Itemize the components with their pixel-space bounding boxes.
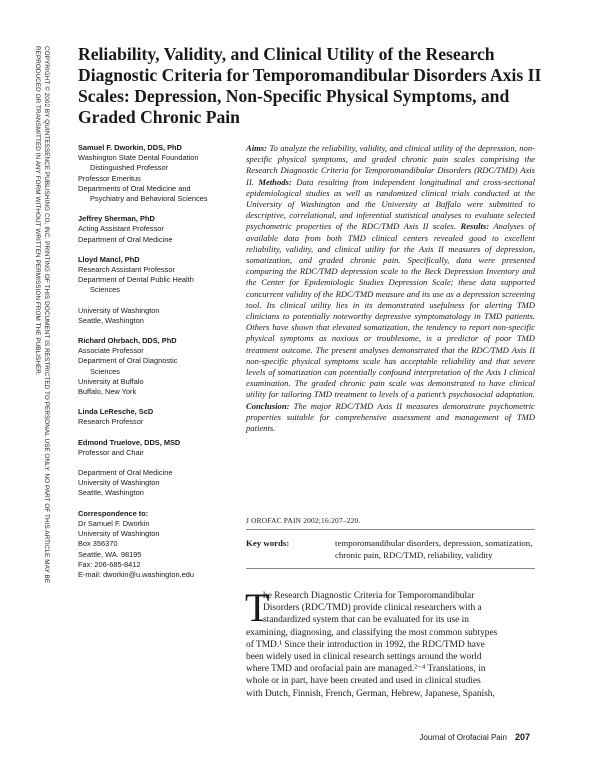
affiliation-line: Department of Oral Medicine bbox=[78, 234, 173, 244]
body-line: with Dutch, Finnish, French, German, Hebrew, Japanese, Spanish, bbox=[246, 688, 495, 699]
keywords-text: temporomandibular disorders, depression, somatization, chronic pain, RDC/TMD, reliability, validity bbox=[335, 538, 533, 560]
affiliation-line: Psychiatry and Behavioral Sciences bbox=[90, 194, 208, 204]
body-text bbox=[245, 585, 535, 700]
abstract-aims-heading: Aims: bbox=[246, 143, 268, 153]
correspondence-block bbox=[78, 509, 238, 580]
keywords-label: Key words: bbox=[246, 538, 290, 548]
abstract-aims: To analyze the reliability, validity, and clinical utility of the depression, non-specific physical symptoms, and graded chronic pain scales comprising the Research Diagnostic Criteria for Temporomandibular Disorders (RDC/TMD) Axis II. bbox=[246, 143, 535, 187]
author-name: Lloyd Mancl, PhD bbox=[78, 254, 140, 264]
correspondence-email: E-mail: dworkin@u.washington.edu bbox=[78, 569, 194, 579]
affiliation-line: University of Washington bbox=[78, 478, 160, 488]
author-name: Jeffrey Sherman, PhD bbox=[78, 214, 155, 224]
body-line: standardized system that can be evaluated for its use in bbox=[263, 615, 469, 626]
body-line: Disorders (RDC/TMD) provide clinical researchers with a bbox=[263, 603, 482, 614]
affiliation-line: Seattle, Washington bbox=[78, 315, 144, 325]
copyright-notice bbox=[33, 46, 50, 726]
abstract-results-heading: Results: bbox=[460, 221, 490, 232]
affiliation-line: Department of Oral Medicine bbox=[78, 468, 173, 478]
body-line: been widely used in clinical research settings around the world bbox=[246, 652, 482, 663]
affiliation-line: Research Professor bbox=[78, 417, 144, 427]
author-block bbox=[78, 336, 238, 397]
affiliation-line: Department of Oral Diagnostic bbox=[78, 356, 178, 366]
affiliation-line: Research Assistant Professor bbox=[78, 265, 175, 275]
drop-cap: T bbox=[245, 585, 270, 630]
page-footer bbox=[419, 732, 530, 742]
author-name: Samuel F. Dworkin, DDS, PhD bbox=[78, 143, 182, 152]
affiliation-line: Acting Assistant Professor bbox=[78, 224, 164, 234]
abstract-conclusion: The major RDC/TMD Axis II measures demonstrate psychometric properties suitable for comprehensive assessment and management of TMD patients. bbox=[246, 400, 535, 434]
affiliation-line: University at Buffalo bbox=[78, 376, 144, 386]
author-block bbox=[78, 143, 238, 204]
author-name: Linda LeResche, ScD bbox=[78, 407, 154, 417]
affiliation-line: University of Washington bbox=[78, 305, 160, 315]
author-name: Edmond Truelove, DDS, MSD bbox=[78, 437, 181, 447]
journal-name: Journal of Orofacial Pain bbox=[419, 733, 507, 742]
abstract-results: Analyses of available data from both TMD clinical centers revealed good to excellent reliability, validity, and clinical utility for the Axis II measures of depression, somatization, and graded chronic pain. Specifically, data were presented comparing the RDC/TMD depression scale to the Beck Depression Inventory and the Center for Epidemiologic Studies Depression Scale; these data supported concurrent validity of the RDC/TMD measure and its use as a depression screening tool. Its clinical utility lies in its demonstrated usefulness for alerting TMD clinicians to potentially noteworthy depressive symptomatology in TMD patients. Others have shown that elevated somatization, the tendency to report non-specific physical symptoms as noxious or troublesome, is a predictor of poor TMD treatment outcome. The present analyses demonstrated that the RDC/TMD Axis II non-specific physical symptoms scale has acceptable reliability and that severe levels of somatization can potentially confound interpretation of the Axis I clinical examination. The graded chronic pain scale was demonstrated to have clinical utility for tailoring TMD treatment to levels of a patient’s psychosocial adaptation. bbox=[246, 221, 536, 400]
abstract bbox=[246, 143, 535, 434]
author-block bbox=[78, 468, 238, 499]
affiliation-line: Associate Professor bbox=[78, 346, 144, 356]
affiliation-line: Buffalo, New York bbox=[78, 387, 137, 397]
author-block bbox=[78, 438, 238, 458]
keywords-bottom-rule bbox=[246, 568, 535, 569]
correspondence-line: Box 356370 bbox=[78, 539, 118, 549]
author-block bbox=[78, 255, 238, 296]
article-title: Reliability, Validity, and Clinical Utility of the Research Diagnostic Criteria for Temporomandibular Disorders Axis II Scales: Depression, Non-Specific Physical Symptoms, and Graded Chronic Pain bbox=[78, 44, 542, 127]
body-line: whole or in part, have been created and used in clinical studies bbox=[246, 676, 481, 687]
body-line: of TMD.¹ Since their introduction in 1992, the RDC/TMD have bbox=[246, 639, 485, 650]
body-line: examining, diagnosing, and classifying the most common subtypes bbox=[246, 627, 498, 638]
author-block bbox=[78, 407, 238, 427]
affiliation-line: Seattle, Washington bbox=[78, 488, 144, 498]
correspondence-line: University of Washington bbox=[78, 529, 160, 539]
affiliation-line: Professor and Chair bbox=[78, 447, 144, 457]
correspondence-line: Dr Samuel F. Dworkin bbox=[78, 518, 150, 528]
affiliation-line: Distinguished Professor bbox=[90, 163, 169, 173]
correspondence-line: Fax: 206-685-8412 bbox=[78, 559, 141, 569]
author-name: Richard Ohrbach, DDS, PhD bbox=[78, 336, 177, 346]
body-line: he Research Diagnostic Criteria for Temporomandibular bbox=[263, 591, 475, 601]
affiliation-line: Sciences bbox=[90, 366, 120, 376]
copyright-line-2: REPRODUCED OR TRANSMITTED IN ANY FORM WITHOUT WRITTEN PERMISSION FROM THE PUBLISHER. bbox=[34, 46, 42, 376]
author-block bbox=[78, 214, 238, 245]
journal-citation: J OROFAC PAIN 2002;16:207–220. bbox=[246, 516, 361, 525]
affiliation-line: Washington State Dental Foundation bbox=[78, 153, 199, 163]
abstract-conclusion-heading: Conclusion: bbox=[246, 400, 290, 411]
affiliation-line: Sciences bbox=[90, 285, 120, 295]
affiliation-line: Department of Dental Public Health bbox=[78, 275, 194, 285]
correspondence-heading: Correspondence to: bbox=[78, 508, 149, 518]
author-block bbox=[78, 306, 238, 326]
copyright-line-1: COPYRIGHT © 2002 BY QUINTESSENCE PUBLISHING CO, INC. PRINTING OF THIS DOCUMENT IS RESTRICTED TO PERSONAL USE ONLY. NO PART OF THIS ARTICLE MAY BE bbox=[43, 46, 50, 584]
author-affiliations bbox=[78, 143, 238, 590]
affiliation-line: Professor Emeritus bbox=[78, 173, 141, 183]
abstract-methods: Data resulting from independent longitudinal and cross-sectional epidemiological studies as well as randomized clinical trials conducted at the University of Washington and the University at Buffalo were submitted to descriptive, correlational, and inferential statistical analyses to evaluate selected psychometric properties of the RDC/TMD Axis II scales. bbox=[246, 176, 535, 232]
abstract-methods-heading: Methods: bbox=[258, 176, 292, 187]
affiliation-line: Departments of Oral Medicine and bbox=[78, 183, 191, 193]
page-number: 207 bbox=[514, 732, 530, 742]
body-line: where TMD and orofacial pain are managed.²⁻⁴ Translations, in bbox=[246, 664, 486, 675]
keywords-top-rule bbox=[246, 529, 535, 530]
correspondence-line: Seattle, WA. 98195 bbox=[78, 549, 142, 559]
